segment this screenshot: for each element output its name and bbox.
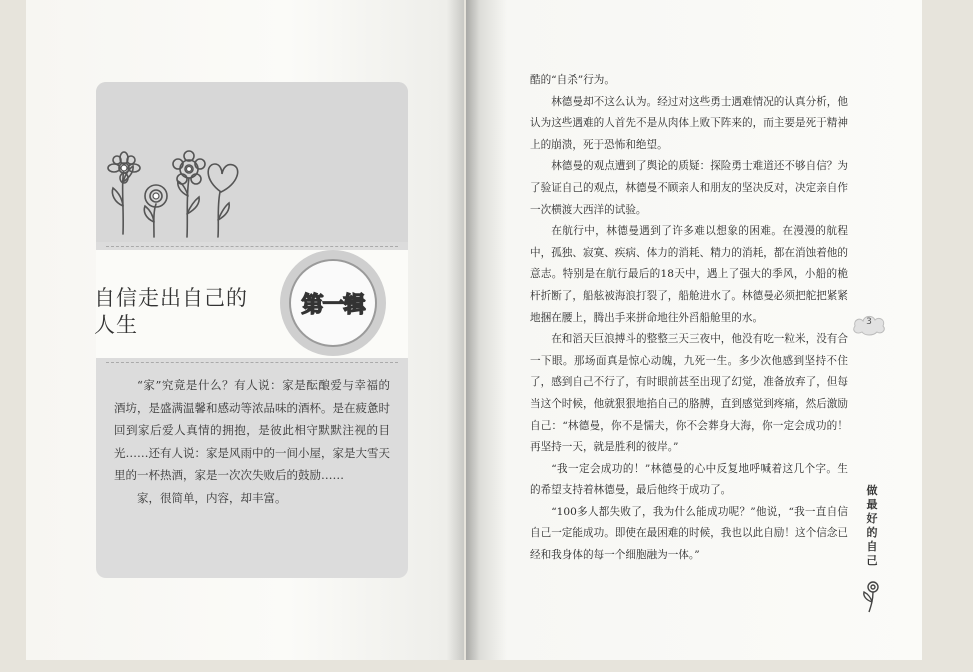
chapter-title: [94, 285, 248, 339]
chapter-title-line2: 人生: [94, 313, 138, 337]
chapter-title-line1: 自信走出自己的: [94, 286, 248, 310]
chapter-intro: [114, 374, 390, 509]
running-title: 做最好的自己: [866, 484, 878, 567]
chapter-badge: [280, 250, 386, 356]
divider-bottom: [106, 362, 398, 363]
paragraph: 林德曼的观点遭到了舆论的质疑：探险勇士难道还不够自信？为了验证自己的观点，林德曼不顾亲人和朋友的坚决反对，决定亲自作一次横渡大西洋的试验。: [530, 160, 848, 216]
paragraph: “我一定会成功的！”林德曼的心中反复地呼喊着这几个字。生的希望支持着林德曼，最后他终于成功了。: [530, 462, 848, 497]
intro-paragraph-1: “家”究竟是什么？有人说：家是酝酿爱与幸福的酒坊，是盛满温馨和感动等浓品味的酒杯。是在疲惫时回到家后爱人真情的拥抱，是彼此相守默默注视的目光……还有人说：家是风雨中的一间小屋，家是大雪天里的一杯热酒，家是一次次失败后的鼓励……: [114, 378, 390, 482]
chapter-badge-text: 第一辑: [301, 292, 365, 318]
paragraph: 林德曼却不这么认为。经过对这些勇士遇难情况的认真分析，他认为这些遇难的人首先不是从肉体上败下阵来的，而主要是死于精神上的崩溃，死于恐怖和绝望。: [530, 95, 848, 151]
body-text: [530, 70, 848, 567]
divider-top: [106, 246, 398, 247]
flower-panel: [96, 82, 408, 242]
paragraph: “100多人都失败了，我为什么能成功呢？”他说，“我一直自信自己一定能成功。即使在最困难的时候，我也以此自励！这个信念已经和我身体的每一个细胞融为一体。”: [530, 505, 848, 562]
chapter-badge-circle: [289, 259, 377, 347]
page-number: [851, 314, 887, 336]
page-number-text: 3: [866, 317, 872, 327]
intro-paragraph-2: 家，很简单，内容，却丰富。: [137, 490, 287, 505]
flower-illustration: [96, 82, 408, 242]
running-title-flower-icon: [859, 578, 885, 614]
paragraph: 在航行中，林德曼遇到了许多难以想象的困难。在漫漫的航程中，孤独、寂寞、疾病、体力的消耗、精力的消耗，都在消蚀着他的意志。特别是在航行最后的18天中，遇上了强大的季风，小船的桅杆折断了，船舷被海浪打裂了，船舱进水了。林德曼必须把舵把紧紧地捆在腰上，腾出手来拼命地往外舀船舱里的水。: [530, 225, 848, 324]
paragraph: 酷的“自杀”行为。: [530, 74, 615, 86]
paragraph: 在和滔天巨浪搏斗的整整三天三夜中，他没有吃一粒米，没有合一下眼。那场面真是惊心动魄，九死一生。多少次他感到坚持不住了，感到自己不行了，有时眼前甚至出现了幻觉，准备放弃了，但每当这个时候，他就狠狠地掐自己的胳膊，直到感觉到疼痛，然后激励自己：“林德曼，你不是懦夫，你不会葬身大海，你一定会成功的！再坚持一天，就是胜利的彼岸。”: [530, 333, 848, 454]
chapter-card: [96, 82, 408, 578]
